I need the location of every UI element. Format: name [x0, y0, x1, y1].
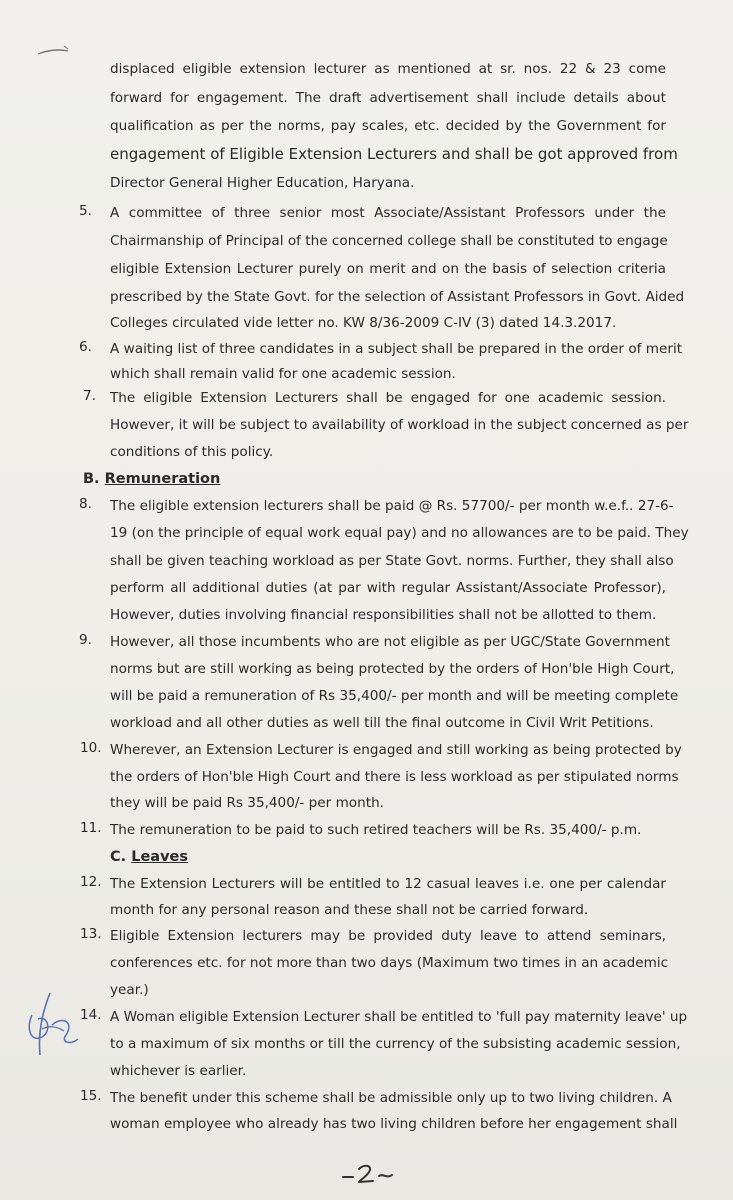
item-line: The benefit under this scheme shall be admissible only up to two living children. A: [110, 1090, 672, 1106]
item-number: 14.: [80, 1007, 102, 1023]
item-line: conferences etc. for not more than two days (Maximum two times in an academic: [110, 955, 669, 971]
signature-initials-icon: [20, 985, 80, 1060]
handwritten-page-number: [337, 1160, 397, 1188]
item-number: 12.: [80, 874, 102, 890]
item-line: Chairmanship of Principal of the concerned college shall be constituted to engage: [110, 233, 668, 249]
item-line: which shall remain valid for one academic session.: [110, 366, 456, 382]
item-line: woman employee who already has two living children before her engagement shall: [110, 1116, 678, 1132]
intro-line: Director General Higher Education, Haryana.: [110, 175, 415, 191]
item-line: will be paid a remuneration of Rs 35,400/- per month and will be meeting complete: [110, 688, 679, 704]
item-number: 10.: [80, 740, 102, 756]
item-line: conditions of this policy.: [110, 444, 274, 460]
intro-line: displaced eligible extension lecturer as mentioned at sr. nos. 22 & 23 come: [110, 61, 666, 77]
item-line: However, duties involving financial responsibilities shall not be allotted to them.: [110, 607, 657, 623]
item-line: 19 (on the principle of equal work equal pay) and no allowances are to be paid. They: [110, 525, 689, 541]
item-line: workload and all other duties as well till the final outcome in Civil Writ Petitions.: [110, 715, 654, 731]
item-line: The eligible extension lecturers shall be paid @ Rs. 57700/- per month w.e.f.. 27-6-: [110, 498, 674, 514]
item-line: whichever is earlier.: [110, 1063, 247, 1079]
item-line: The eligible Extension Lecturers shall be engaged for one academic session.: [110, 390, 666, 406]
item-line: The remuneration to be paid to such retired teachers will be Rs. 35,400/- p.m.: [110, 822, 642, 838]
item-line: the orders of Hon'ble High Court and there is less workload as per stipulated norms: [110, 769, 679, 785]
item-number: 13.: [80, 926, 102, 942]
item-line: However, it will be subject to availability of workload in the subject concerned as per: [110, 417, 689, 433]
item-number: 11.: [80, 820, 102, 836]
section-title: Remuneration: [104, 471, 221, 487]
item-line: they will be paid Rs 35,400/- per month.: [110, 795, 385, 811]
item-line: A committee of three senior most Associate/Assistant Professors under the: [110, 205, 666, 221]
intro-line: qualification as per the norms, pay scales, etc. decided by the Government for: [110, 118, 666, 134]
item-line: A waiting list of three candidates in a subject shall be prepared in the order of merit: [110, 341, 683, 357]
section-heading-remuneration: [0, 469, 733, 489]
item-line: A Woman eligible Extension Lecturer shall be entitled to 'full pay maternity leave' up: [110, 1009, 688, 1025]
item-line: Eligible Extension lecturers may be provided duty leave to attend seminars,: [110, 928, 666, 944]
item-line: eligible Extension Lecturer purely on merit and on the basis of selection criteria: [110, 261, 666, 277]
item-number: 9.: [79, 632, 92, 648]
item-number: 15.: [80, 1088, 102, 1104]
item-number: 8.: [79, 496, 92, 512]
item-number: 7.: [83, 388, 96, 404]
item-line: month for any personal reason and these shall not be carried forward.: [110, 902, 589, 918]
item-line: to a maximum of six months or till the currency of the subsisting academic session,: [110, 1036, 681, 1052]
item-line: Wherever, an Extension Lecturer is engaged and still working as being protected by: [110, 742, 682, 758]
item-line: However, all those incumbents who are not eligible as per UGC/State Government: [110, 634, 670, 650]
item-line: year.): [110, 982, 149, 998]
item-line: Colleges circulated vide letter no. KW 8/36-2009 C-IV (3) dated 14.3.2017.: [110, 315, 617, 331]
item-line: norms but are still working as being protected by the orders of Hon'ble High Court,: [110, 661, 675, 677]
section-prefix: C.: [110, 849, 127, 865]
item-line: shall be given teaching workload as per State Govt. norms. Further, they shall also: [110, 553, 674, 569]
item-number: 5.: [79, 203, 92, 219]
intro-line: engagement of Eligible Extension Lecturers and shall be got approved from: [110, 145, 678, 163]
item-number: 6.: [79, 339, 92, 355]
item-line: perform all additional duties (at par with regular Assistant/Associate Professor),: [110, 580, 666, 596]
section-title: Leaves: [131, 849, 188, 865]
section-heading-leaves: [0, 847, 733, 867]
section-prefix: B.: [83, 471, 100, 487]
intro-line: forward for engagement. The draft advertisement shall include details about: [110, 90, 666, 106]
item-line: prescribed by the State Govt. for the selection of Assistant Professors in Govt. Aided: [110, 289, 685, 305]
item-line: The Extension Lecturers will be entitled to 12 casual leaves i.e. one per calendar: [110, 876, 666, 892]
